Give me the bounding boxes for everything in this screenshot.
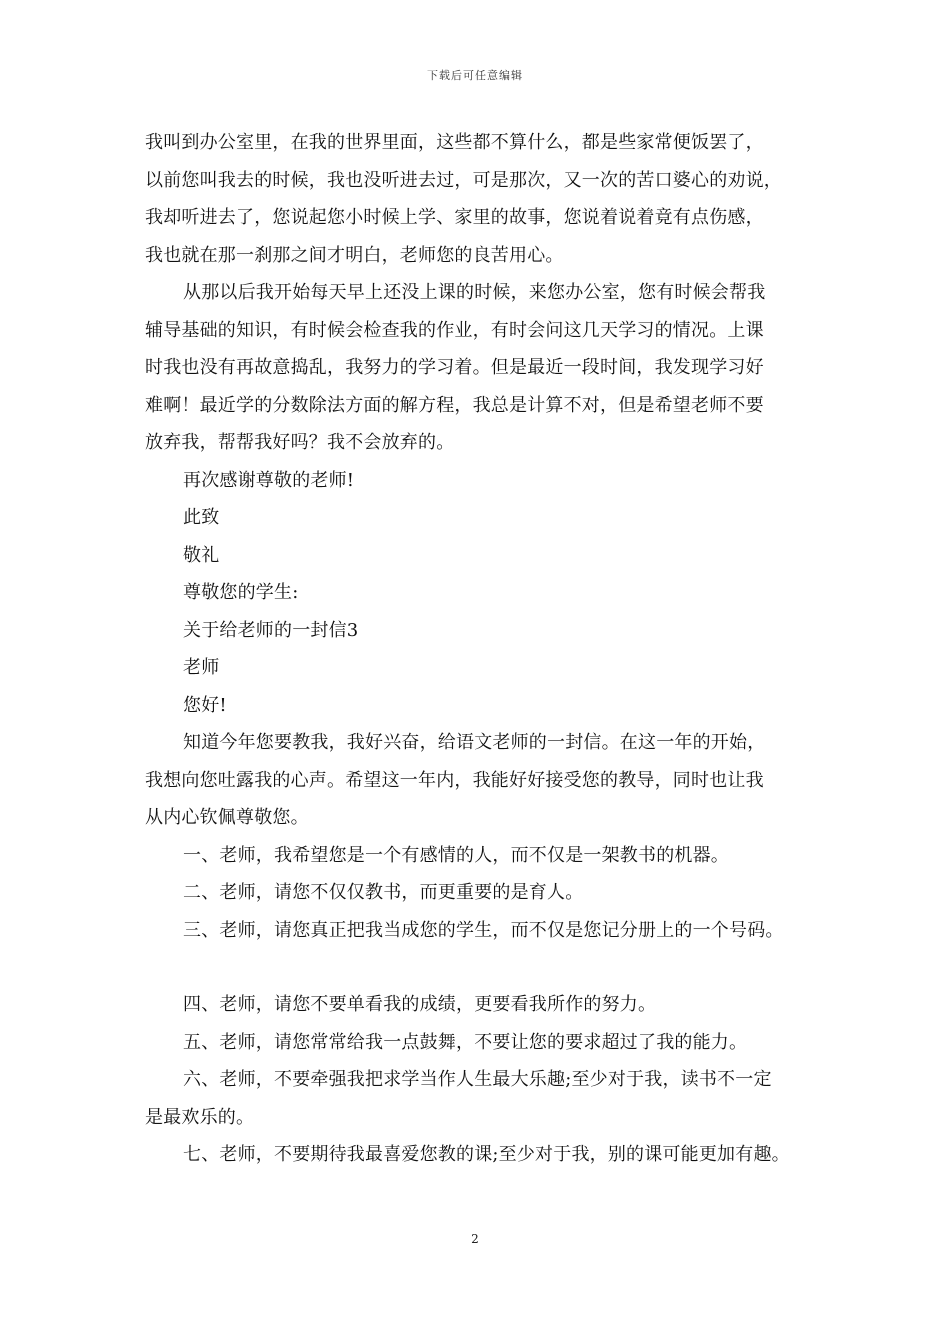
page-header: 下载后可任意编辑 (427, 69, 523, 82)
text-line: 我却听进去了，您说起您小时候上学、家里的故事，您说着说着竟有点伤感， (145, 207, 764, 228)
text-line: 您好! (183, 694, 227, 716)
list-item: 六、老师，不要牵强我把求学当作人生最大乐趣;至少对于我，读书不一定 (183, 1069, 772, 1090)
text-line: 老师 (183, 657, 220, 678)
list-item: 一、老师，我希望您是一个有感情的人，而不仅是一架教书的机器。 (183, 844, 729, 866)
text-line: 知道今年您要教我，我好兴奋，给语文老师的一封信。在这一年的开始， (183, 732, 766, 753)
list-item: 四、老师，请您不要单看我的成绩，更要看我所作的努力。 (183, 994, 657, 1015)
text-line: 从内心钦佩尊敬您。 (145, 807, 309, 828)
text-line: 以前您叫我去的时候，我也没听进去过，可是那次，又一次的苦口婆心的劝说， (145, 169, 782, 191)
text-line: 我叫到办公室里，在我的世界里面，这些都不算什么，都是些家常便饭罢了， (145, 132, 764, 153)
letter-body (145, 124, 825, 1174)
text-line: 再次感谢尊敬的老师! (183, 469, 355, 491)
text-line: 尊敬您的学生: (183, 582, 299, 603)
page-number: 2 (471, 1232, 479, 1246)
text-line: 敬礼 (183, 544, 220, 566)
blank-line (145, 949, 825, 986)
text-line: 我想向您吐露我的心声。希望这一年内，我能好好接受您的教导，同时也让我 (145, 769, 764, 791)
section-title: 关于给老师的一封信3 (183, 619, 359, 641)
text-line: 辅导基础的知识，有时候会检查我的作业，有时会问这几天学习的情况。上课 (145, 319, 764, 341)
list-item: 二、老师，请您不仅仅教书，而更重要的是育人。 (183, 882, 584, 903)
list-item: 七、老师，不要期待我最喜爱您教的课;至少对于我，别的课可能更加有趣。 (183, 1144, 790, 1165)
list-item: 五、老师，请您常常给我一点鼓舞，不要让您的要求超过了我的能力。 (183, 1031, 748, 1053)
text-line: 难啊！最近学的分数除法方面的解方程，我总是计算不对，但是希望老师不要 (145, 394, 764, 416)
text-line: 放弃我，帮帮我好吗？我不会放弃的。 (145, 432, 455, 453)
text-line: 我也就在那一刹那之间才明白，老师您的良苦用心。 (145, 244, 564, 266)
text-line: 从那以后我开始每天早上还没上课的时候，来您办公室，您有时候会帮我 (183, 282, 766, 303)
text-line: 是最欢乐的。 (145, 1106, 255, 1128)
text-line: 此致 (183, 507, 220, 528)
text-line: 时我也没有再故意捣乱，我努力的学习着。但是最近一段时间，我发现学习好 (145, 357, 764, 378)
list-item: 三、老师，请您真正把我当成您的学生，而不仅是您记分册上的一个号码。 (183, 919, 784, 941)
